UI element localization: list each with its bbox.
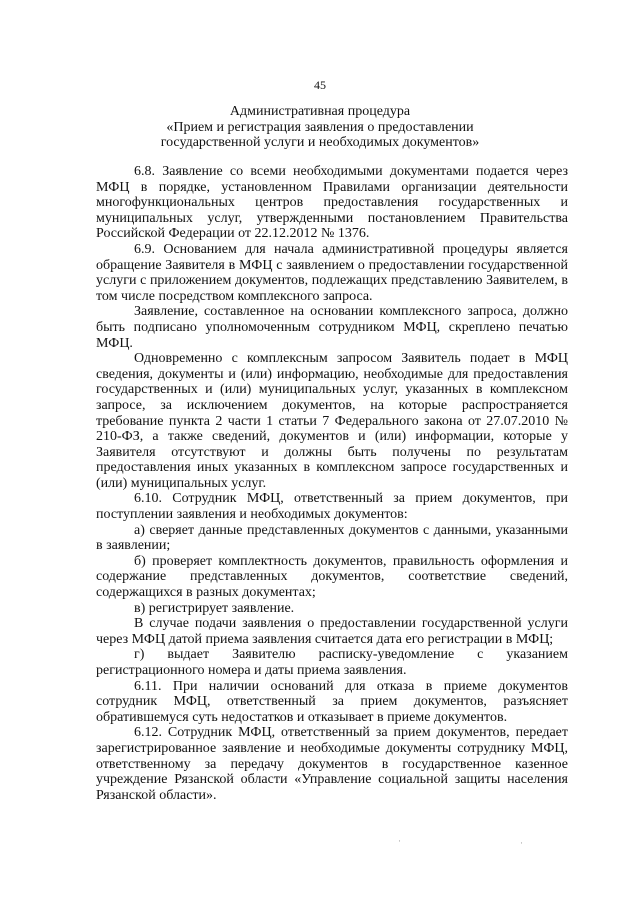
paragraph-6-8: 6.8. Заявление со всеми необходимыми документами подается через МФЦ в порядке, установленном Правилами организации деятельности многофункциональных центров предоставления государственных и муниципальных услуг, утвержденными постановлением Правительства Российской Федерации от 22.12.2012 № 1376. [96, 164, 568, 242]
paragraph-6-10: 6.10. Сотрудник МФЦ, ответственный за прием документов, при поступлении заявления и необходимых документов: [96, 491, 568, 523]
scan-speck: · [398, 836, 401, 846]
paragraph: Одновременно с комплексным запросом Заявитель подает в МФЦ сведения, документы и (или) информацию, необходимые для предоставления государственных и (или) муниципальных услуг, указанных в комплексном запросе, за исключением документов, на которые распространяется требование пункта 2 части 1 статьи 7 Федерального закона от 27.07.2010 № 210-ФЗ, а также сведений, документов и (или) информации, которые у Заявителя отсутствуют и должны быть получены по результатам предоставления иных указанных в комплексном запросе государственных и (или) муниципальных услуг. [96, 351, 568, 491]
document-body [96, 164, 568, 803]
scan-speck: · [520, 838, 523, 848]
paragraph-6-9: 6.9. Основанием для начала административной процедуры является обращение Заявителя в МФЦ с заявлением о предоставлении государственной услуги с приложением документов, подлежащих представлению Заявителем, в том числе посредством комплексного запроса. [96, 241, 568, 304]
list-item-b: б) проверяет комплектность документов, правильность оформления и содержание представленных документов, соответствие сведений, содержащихся в разных документах; [96, 553, 568, 601]
title-line: государственной услуги и необходимых документов» [160, 135, 480, 150]
section-title [0, 104, 640, 151]
paragraph: В случае подачи заявления о предоставлении государственной услуги через МФЦ датой приема заявления считается дата его регистрации в МФЦ; [96, 616, 568, 647]
page-number: 45 [314, 78, 326, 92]
paragraph-6-11: 6.11. При наличии оснований для отказа в приеме документов сотрудник МФЦ, ответственный за прием документов, разъясняет обратившемуся суть недостатков и отказывает в приеме документов. [96, 678, 568, 725]
list-item-a: а) сверяет данные представленных документов с данными, указанными в заявлении; [96, 522, 568, 554]
list-item-v: в) регистрирует заявление. [134, 600, 295, 616]
list-item-g: г) выдает Заявителю расписку-уведомление с указанием регистрационного номера и даты приема заявления. [96, 647, 568, 678]
title-line: «Прием и регистрация заявления о предоставлении [166, 119, 474, 135]
paragraph-6-12: 6.12. Сотрудник МФЦ, ответственный за прием документов, передает зарегистрированное заявление и необходимые документы сотруднику МФЦ, ответственному за передачу документов в государственное казенное учреждение Рязанской области «Управление социальной защиты населения Рязанской области». [96, 725, 568, 803]
title-line: Административная процедура [229, 104, 411, 119]
paragraph: Заявление, составленное на основании комплексного запроса, должно быть подписано уполномоченным сотрудником МФЦ, скреплено печатью МФЦ. [96, 304, 568, 351]
